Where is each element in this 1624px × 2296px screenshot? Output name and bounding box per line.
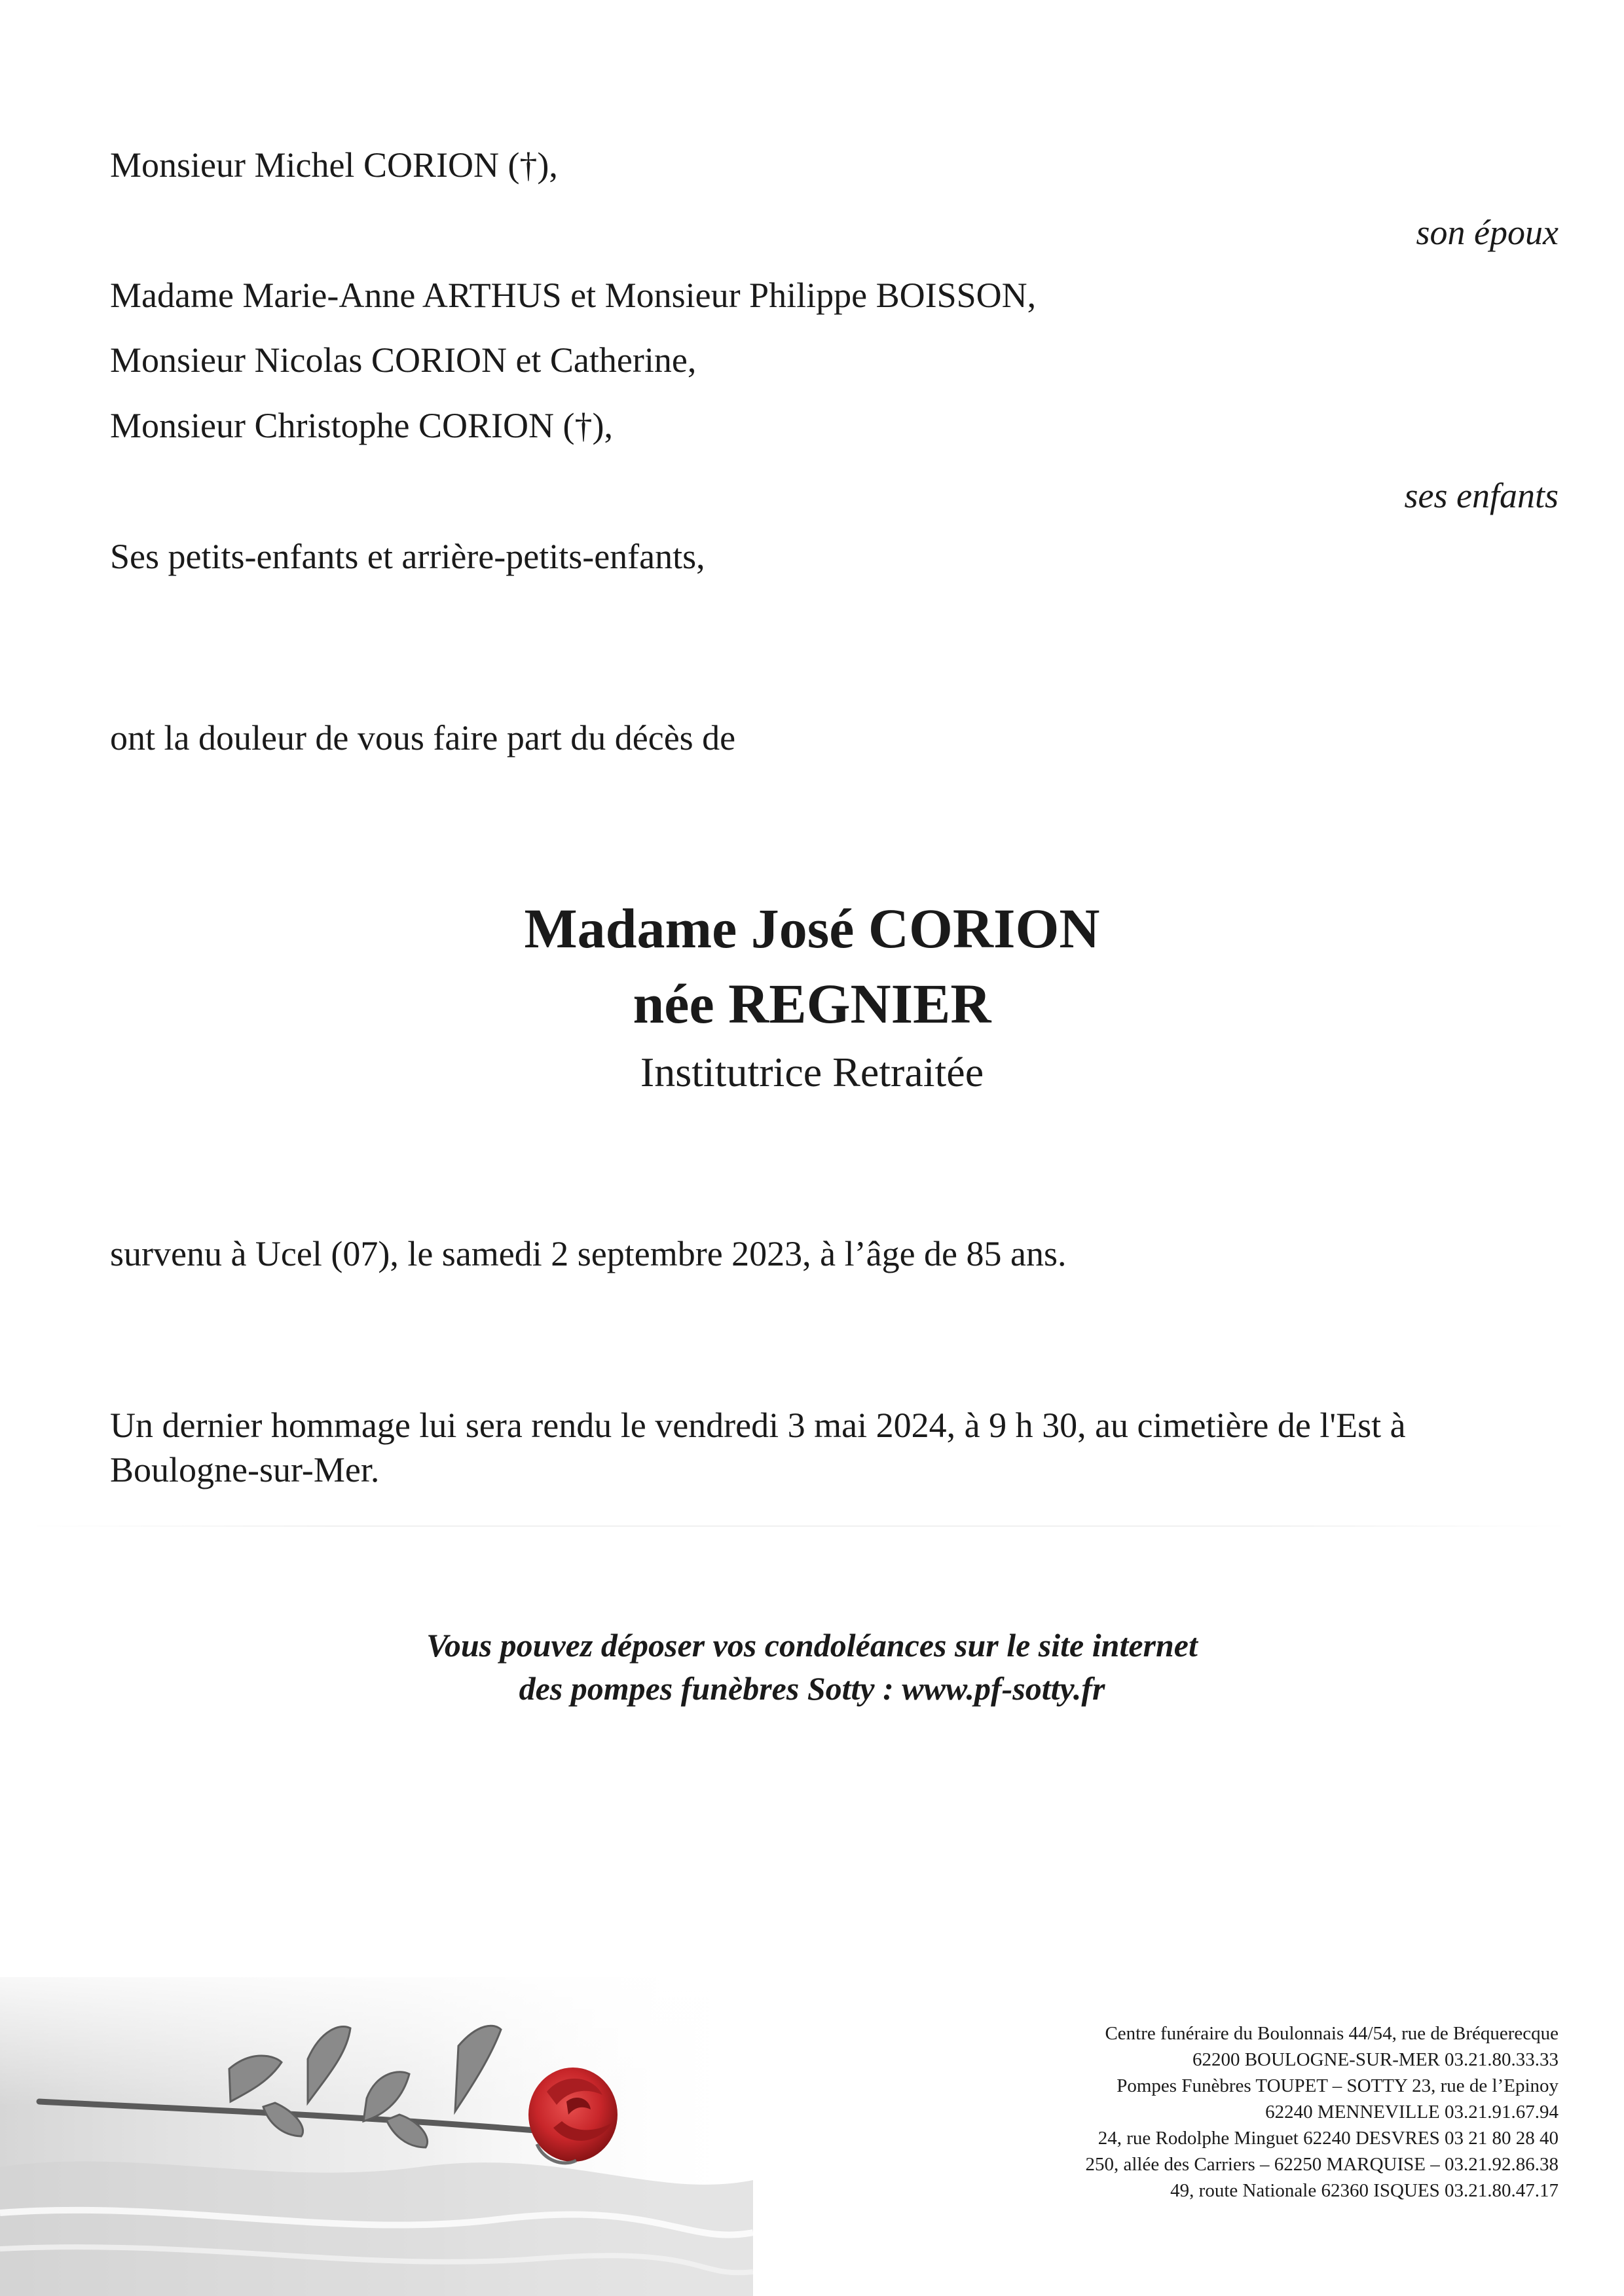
sand-background [0,1951,753,2296]
condolences-line-2: des pompes funèbres Sotty : www.pf-sotty.fr [519,1670,1105,1707]
funeral-home-line-4: 62240 MENNEVILLE 03.21.91.67.94 [1265,2102,1559,2123]
deceased-profession: Institutrice Retraitée [640,1049,984,1095]
funeral-home-line-6: 250, allée des Carriers – 62250 MARQUISE – 03.21.92.86.38 [1085,2154,1559,2175]
condolences-line-1: Vous pouvez déposer vos condoléances sur le site internet [426,1627,1198,1664]
death-details: survenu à Ucel (07), le samedi 2 septembre 2023, à l’âge de 85 ans. [110,1234,1067,1273]
child-line-2: Monsieur Nicolas CORION et Catherine, [110,340,697,380]
child-line-1: Madame Marie-Anne ARTHUS et Monsieur Philippe BOISSON, [110,276,1037,315]
funeral-home-line-5: 24, rue Rodolphe Minguet 62240 DESVRES 03 21 80 28 40 [1098,2128,1559,2149]
deceased-maiden-name: née REGNIER [633,972,991,1035]
rose-on-beach-illustration [0,1951,753,2296]
spouse-role: son époux [1416,213,1559,252]
funeral-home-contacts [1086,2020,1559,2204]
funeral-home-line-7: 49, route Nationale 62360 ISQUES 03.21.80.47.17 [1170,2180,1559,2201]
deceased-name: Madame José CORION [524,897,1100,960]
funeral-home-line-1: Centre funéraire du Boulonnais 44/54, rue de Bréquerecque [1105,2023,1559,2044]
ceremony-line-2: Boulogne-sur-Mer. [110,1450,380,1489]
grandchildren-line: Ses petits-enfants et arrière-petits-enfants, [110,537,705,576]
child-line-3: Monsieur Christophe CORION (†), [110,406,613,445]
divider [26,1525,1572,1527]
announcement-line: ont la douleur de vous faire part du décès de [110,718,736,757]
funeral-home-line-3: Pompes Funèbres TOUPET – SOTTY 23, rue de l’Epinoy [1116,2075,1559,2096]
spouse-name: Monsieur Michel CORION (†), [110,145,558,185]
children-role: ses enfants [1404,476,1559,515]
ceremony-line-1: Un dernier hommage lui sera rendu le vendredi 3 mai 2024, à 9 h 30, au cimetière de l'Est à [110,1406,1406,1445]
funeral-home-line-2: 62200 BOULOGNE-SUR-MER 03.21.80.33.33 [1192,2049,1559,2070]
